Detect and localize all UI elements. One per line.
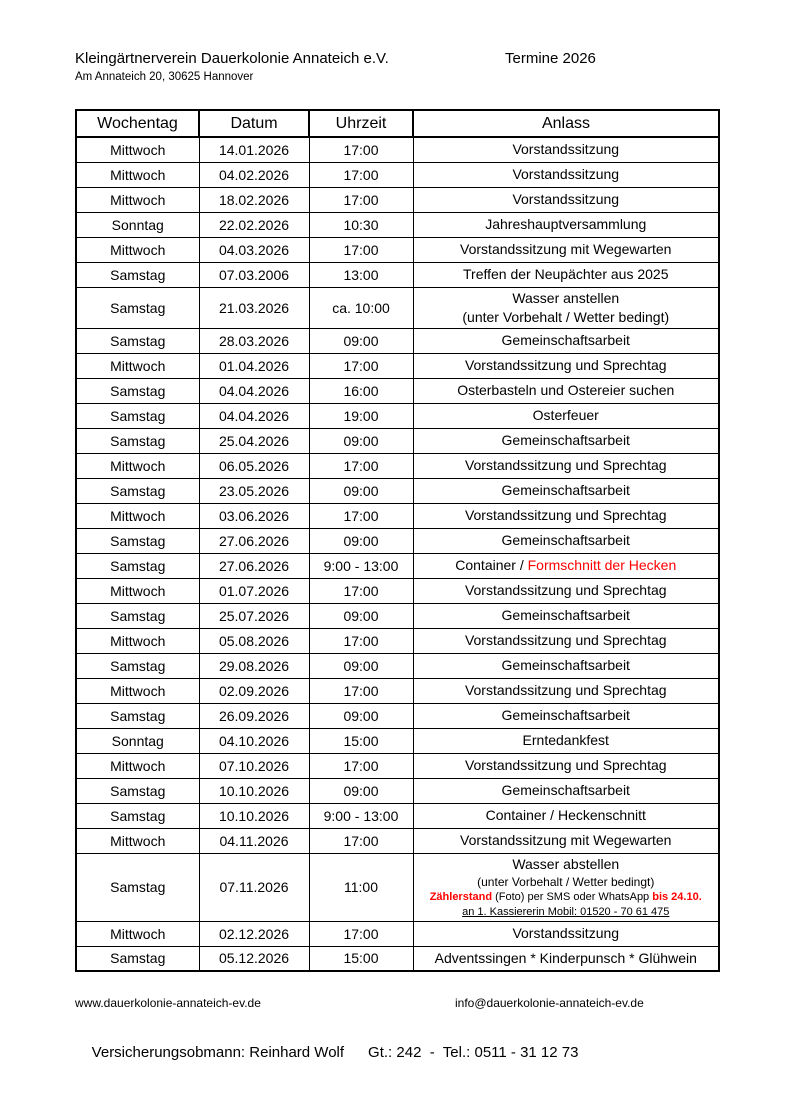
event-line xyxy=(417,606,716,625)
cell-time: 17:00 xyxy=(309,137,413,162)
cell-date: 04.11.2026 xyxy=(199,828,309,853)
cell-day: Mittwoch xyxy=(76,162,199,187)
cell-day: Sonntag xyxy=(76,212,199,237)
insurance-officer-text: Versicherungsobmann: Reinhard Wolf xyxy=(91,1044,345,1061)
table-row xyxy=(76,828,719,853)
event-text: Treffen der Neupächter aus 2025 xyxy=(463,266,669,282)
cell-day: Samstag xyxy=(76,403,199,428)
event-text: Vorstandssitzung mit Wegewarten xyxy=(460,241,672,257)
event-line xyxy=(417,506,716,525)
table-row xyxy=(76,478,719,503)
cell-date: 25.07.2026 xyxy=(199,603,309,628)
event-text: Container / xyxy=(455,557,528,573)
event-text: (unter Vorbehalt / Wetter bedingt) xyxy=(462,308,670,325)
cell-date: 04.03.2026 xyxy=(199,237,309,262)
cell-time: 17:00 xyxy=(309,628,413,653)
event-text: Wasser abstellen xyxy=(512,855,620,872)
cell-day: Samstag xyxy=(76,428,199,453)
event-line xyxy=(417,806,716,825)
event-text: Vorstandssitzung und Sprechtag xyxy=(464,507,667,523)
cell-event xyxy=(413,921,719,946)
table-row xyxy=(76,803,719,828)
event-line xyxy=(417,190,716,209)
table-row xyxy=(76,187,719,212)
cell-date: 04.04.2026 xyxy=(199,403,309,428)
cell-date: 02.12.2026 xyxy=(199,921,309,946)
event-line xyxy=(417,905,716,920)
cell-event xyxy=(413,262,719,287)
cell-time: 19:00 xyxy=(309,403,413,428)
table-row xyxy=(76,946,719,971)
cell-date: 14.01.2026 xyxy=(199,137,309,162)
cell-time: 9:00 - 13:00 xyxy=(309,553,413,578)
event-text: Vorstandssitzung xyxy=(512,925,620,941)
cell-event xyxy=(413,578,719,603)
table-row xyxy=(76,378,719,403)
table-row xyxy=(76,628,719,653)
cell-day: Mittwoch xyxy=(76,921,199,946)
event-line xyxy=(417,556,716,575)
cell-time: 15:00 xyxy=(309,728,413,753)
event-text: (Foto) per SMS oder WhatsApp xyxy=(492,890,653,903)
cell-day: Mittwoch xyxy=(76,353,199,378)
cell-day: Mittwoch xyxy=(76,237,199,262)
event-line xyxy=(417,215,716,234)
cell-event xyxy=(413,528,719,553)
cell-event xyxy=(413,603,719,628)
event-text: Vorstandssitzung xyxy=(512,191,620,207)
table-row xyxy=(76,578,719,603)
table-row xyxy=(76,778,719,803)
event-line xyxy=(417,731,716,750)
table-row xyxy=(76,328,719,353)
event-line xyxy=(417,481,716,500)
event-line xyxy=(417,308,716,327)
cell-date: 25.04.2026 xyxy=(199,428,309,453)
event-line xyxy=(417,240,716,259)
event-text-highlight: bis 24.10. xyxy=(652,890,702,903)
table-row xyxy=(76,162,719,187)
cell-day: Mittwoch xyxy=(76,828,199,853)
table-row xyxy=(76,403,719,428)
cell-date: 21.03.2026 xyxy=(199,287,309,328)
org-name: Kleingärtnerverein Dauerkolonie Annateich e.V. xyxy=(75,50,389,67)
cell-time: 11:00 xyxy=(309,853,413,921)
cell-day: Mittwoch xyxy=(76,503,199,528)
table-row xyxy=(76,653,719,678)
cell-event xyxy=(413,828,719,853)
cell-event xyxy=(413,237,719,262)
event-line xyxy=(417,406,716,425)
cell-date: 27.06.2026 xyxy=(199,553,309,578)
cell-event xyxy=(413,553,719,578)
table-row xyxy=(76,703,719,728)
event-line xyxy=(417,531,716,550)
cell-time: 10:30 xyxy=(309,212,413,237)
schedule-table xyxy=(75,109,720,972)
cell-date: 22.02.2026 xyxy=(199,212,309,237)
cell-event xyxy=(413,678,719,703)
cell-date: 06.05.2026 xyxy=(199,453,309,478)
event-text: Gemeinschaftsarbeit xyxy=(501,482,630,498)
cell-time: 17:00 xyxy=(309,187,413,212)
cell-time: 09:00 xyxy=(309,428,413,453)
event-text: Vorstandssitzung xyxy=(512,141,620,158)
cell-date: 07.11.2026 xyxy=(199,853,309,921)
table-row xyxy=(76,853,719,921)
cell-day: Samstag xyxy=(76,853,199,921)
cell-date: 05.12.2026 xyxy=(199,946,309,971)
cell-event xyxy=(413,778,719,803)
event-text: Vorstandssitzung mit Wegewarten xyxy=(460,832,672,848)
event-text: Osterfeuer xyxy=(532,407,599,423)
event-text: Vorstandssitzung und Sprechtag xyxy=(464,757,667,773)
cell-day: Mittwoch xyxy=(76,678,199,703)
event-line xyxy=(417,949,716,968)
cell-day: Mittwoch xyxy=(76,628,199,653)
cell-day: Mittwoch xyxy=(76,578,199,603)
cell-event xyxy=(413,287,719,328)
cell-day: Samstag xyxy=(76,653,199,678)
footer-contacts xyxy=(75,996,717,1011)
event-text: Gemeinschaftsarbeit xyxy=(501,782,630,798)
cell-time: 17:00 xyxy=(309,237,413,262)
cell-event xyxy=(413,503,719,528)
column-header-wochentag: Wochentag xyxy=(76,110,199,137)
insurance-contact-text: Gt.: 242 - Tel.: 0511 - 31 12 73 xyxy=(368,1044,579,1061)
table-row xyxy=(76,503,719,528)
cell-time: 17:00 xyxy=(309,503,413,528)
cell-time: 17:00 xyxy=(309,162,413,187)
cell-event xyxy=(413,212,719,237)
cell-event xyxy=(413,428,719,453)
cell-time: 09:00 xyxy=(309,603,413,628)
event-text: Adventssingen * Kinderpunsch * Glühwein xyxy=(434,949,697,966)
cell-day: Samstag xyxy=(76,262,199,287)
cell-time: 9:00 - 13:00 xyxy=(309,803,413,828)
cell-date: 02.09.2026 xyxy=(199,678,309,703)
cell-event xyxy=(413,162,719,187)
event-text: Gemeinschaftsarbeit xyxy=(501,532,630,548)
event-line xyxy=(417,456,716,475)
cell-date: 05.08.2026 xyxy=(199,628,309,653)
cell-event xyxy=(413,853,719,921)
cell-event xyxy=(413,628,719,653)
column-header-datum: Datum xyxy=(199,110,309,137)
table-row xyxy=(76,237,719,262)
cell-event xyxy=(413,187,719,212)
cell-event xyxy=(413,946,719,971)
event-text: (unter Vorbehalt / Wetter bedingt) xyxy=(477,874,655,889)
cell-day: Samstag xyxy=(76,378,199,403)
cell-day: Sonntag xyxy=(76,728,199,753)
cell-date: 29.08.2026 xyxy=(199,653,309,678)
cell-date: 04.04.2026 xyxy=(199,378,309,403)
cell-day: Samstag xyxy=(76,703,199,728)
cell-event xyxy=(413,653,719,678)
cell-event xyxy=(413,137,719,162)
cell-date: 03.06.2026 xyxy=(199,503,309,528)
cell-day: Samstag xyxy=(76,528,199,553)
event-text: Erntedankfest xyxy=(522,732,609,748)
event-line xyxy=(417,631,716,650)
column-header-uhrzeit: Uhrzeit xyxy=(309,110,413,137)
table-row xyxy=(76,428,719,453)
cell-event xyxy=(413,353,719,378)
cell-day: Samstag xyxy=(76,478,199,503)
event-text: an 1. Kassiererin Mobil: 01520 - 70 61 475 xyxy=(462,905,670,918)
cell-event xyxy=(413,328,719,353)
table-row xyxy=(76,137,719,162)
cell-time: 17:00 xyxy=(309,753,413,778)
event-line xyxy=(417,265,716,284)
event-text-highlight: Formschnitt der Hecken xyxy=(527,557,677,573)
event-line xyxy=(417,874,716,890)
cell-day: Samstag xyxy=(76,328,199,353)
event-line xyxy=(417,924,716,943)
cell-time: 17:00 xyxy=(309,678,413,703)
cell-date: 28.03.2026 xyxy=(199,328,309,353)
event-line xyxy=(417,289,716,308)
cell-date: 10.10.2026 xyxy=(199,803,309,828)
event-text: Gemeinschaftsarbeit xyxy=(501,657,630,673)
event-text: Gemeinschaftsarbeit xyxy=(501,707,630,723)
event-text: Osterbasteln und Ostereier suchen xyxy=(457,382,675,398)
cell-time: 17:00 xyxy=(309,921,413,946)
event-line xyxy=(417,781,716,800)
table-row xyxy=(76,528,719,553)
cell-day: Mittwoch xyxy=(76,137,199,162)
email-text: info@dauerkolonie-annateich-ev.de xyxy=(455,996,644,1010)
cell-date: 07.03.2006 xyxy=(199,262,309,287)
cell-time: ca. 10:00 xyxy=(309,287,413,328)
cell-day: Samstag xyxy=(76,778,199,803)
cell-time: 09:00 xyxy=(309,478,413,503)
cell-time: 09:00 xyxy=(309,528,413,553)
event-line xyxy=(417,681,716,700)
cell-time: 16:00 xyxy=(309,378,413,403)
table-row xyxy=(76,287,719,328)
footer-insurance-line xyxy=(75,1027,717,1078)
cell-date: 23.05.2026 xyxy=(199,478,309,503)
cell-event xyxy=(413,453,719,478)
event-text: Vorstandssitzung und Sprechtag xyxy=(464,682,667,698)
cell-day: Mittwoch xyxy=(76,453,199,478)
table-row xyxy=(76,921,719,946)
event-text: Vorstandssitzung und Sprechtag xyxy=(464,582,667,598)
cell-event xyxy=(413,403,719,428)
event-text: Vorstandssitzung und Sprechtag xyxy=(464,457,667,473)
cell-time: 17:00 xyxy=(309,353,413,378)
cell-event xyxy=(413,478,719,503)
cell-time: 09:00 xyxy=(309,778,413,803)
event-line xyxy=(417,890,716,905)
cell-date: 26.09.2026 xyxy=(199,703,309,728)
event-line xyxy=(417,140,716,159)
cell-time: 15:00 xyxy=(309,946,413,971)
cell-date: 07.10.2026 xyxy=(199,753,309,778)
event-text: Vorstandssitzung und Sprechtag xyxy=(464,357,667,373)
cell-day: Samstag xyxy=(76,803,199,828)
table-row xyxy=(76,553,719,578)
event-line xyxy=(417,656,716,675)
cell-day: Samstag xyxy=(76,946,199,971)
event-line xyxy=(417,431,716,450)
event-text-highlight: Zählerstand xyxy=(429,890,493,903)
org-address: Am Annateich 20, 30625 Hannover xyxy=(75,71,254,83)
cell-event xyxy=(413,703,719,728)
cell-date: 04.10.2026 xyxy=(199,728,309,753)
table-row xyxy=(76,353,719,378)
column-header-anlass: Anlass xyxy=(413,110,719,137)
website-text: www.dauerkolonie-annateich-ev.de xyxy=(75,996,261,1010)
event-line xyxy=(417,756,716,775)
cell-time: 17:00 xyxy=(309,453,413,478)
cell-event xyxy=(413,803,719,828)
cell-time: 13:00 xyxy=(309,262,413,287)
event-text: Container / Heckenschnitt xyxy=(485,807,646,823)
cell-date: 27.06.2026 xyxy=(199,528,309,553)
cell-time: 09:00 xyxy=(309,653,413,678)
table-row xyxy=(76,678,719,703)
cell-date: 01.04.2026 xyxy=(199,353,309,378)
cell-day: Samstag xyxy=(76,553,199,578)
document-header xyxy=(75,50,717,88)
table-row xyxy=(76,453,719,478)
event-line xyxy=(417,356,716,375)
cell-date: 18.02.2026 xyxy=(199,187,309,212)
cell-date: 01.07.2026 xyxy=(199,578,309,603)
event-line xyxy=(417,381,716,400)
event-text: Vorstandssitzung xyxy=(512,166,620,182)
cell-event xyxy=(413,378,719,403)
event-line xyxy=(417,831,716,850)
table-row xyxy=(76,262,719,287)
table-row xyxy=(76,753,719,778)
cell-event xyxy=(413,728,719,753)
event-line xyxy=(417,706,716,725)
table-row xyxy=(76,728,719,753)
cell-day: Mittwoch xyxy=(76,187,199,212)
cell-day: Mittwoch xyxy=(76,753,199,778)
table-row xyxy=(76,212,719,237)
cell-time: 09:00 xyxy=(309,703,413,728)
cell-date: 04.02.2026 xyxy=(199,162,309,187)
cell-day: Samstag xyxy=(76,287,199,328)
cell-time: 09:00 xyxy=(309,328,413,353)
event-line xyxy=(417,855,716,874)
event-text: Gemeinschaftsarbeit xyxy=(501,607,630,623)
cell-event xyxy=(413,753,719,778)
cell-day: Samstag xyxy=(76,603,199,628)
table-row xyxy=(76,603,719,628)
event-text: Vorstandssitzung und Sprechtag xyxy=(464,632,667,648)
event-line xyxy=(417,331,716,350)
event-text: Gemeinschaftsarbeit xyxy=(501,432,630,448)
cell-date: 10.10.2026 xyxy=(199,778,309,803)
cell-time: 17:00 xyxy=(309,578,413,603)
event-text: Jahreshauptversammlung xyxy=(485,216,647,232)
event-text: Wasser anstellen xyxy=(512,289,620,306)
table-header-row xyxy=(76,110,719,137)
doc-title: Termine 2026 xyxy=(505,50,596,67)
event-text: Gemeinschaftsarbeit xyxy=(501,332,630,348)
event-line xyxy=(417,581,716,600)
cell-time: 17:00 xyxy=(309,828,413,853)
event-line xyxy=(417,165,716,184)
